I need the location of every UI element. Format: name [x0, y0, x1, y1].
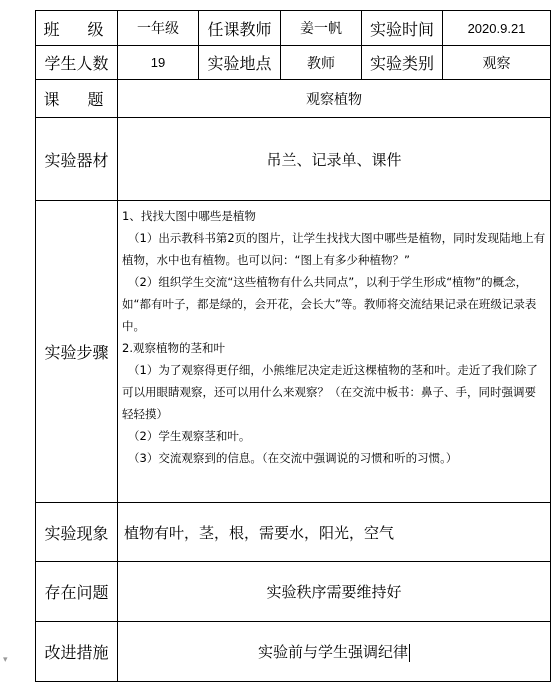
step-line: （3）交流观察到的信息。（在交流中强调说的习惯和听的习惯。） — [128, 451, 458, 465]
improvement-label: 改进措施 — [36, 622, 118, 682]
topic-label: 课 题 — [36, 80, 118, 118]
students-value: 19 — [118, 46, 199, 80]
phenomenon-value: 植物有叶，茎，根，需要水，阳光，空气 — [118, 503, 551, 562]
step-line: （1）为了观察得更仔细，小熊维尼决定走近这棵植物的茎和叶。走近了我们除了可以用眼睛观察，还可以用什么来观察？（在交流中板书：鼻子、手，同时强调要轻轻摸） — [122, 363, 538, 421]
experiment-record-table — [35, 10, 551, 682]
info-row-2 — [36, 46, 551, 80]
step-line: （1）出示教科书第2页的图片，让学生找找大图中哪些是植物，同时发现陆地上有植物，水中也有植物。也可以问：“图上有多少种植物？” — [122, 231, 546, 267]
equipment-row — [36, 118, 551, 201]
improvement-cell[interactable] — [118, 622, 551, 682]
phenomenon-label: 实验现象 — [36, 503, 118, 562]
problem-label: 存在问题 — [36, 562, 118, 622]
step-line: （2）学生观察茎和叶。 — [128, 429, 251, 443]
paragraph-marker-icon: ▾ — [3, 655, 8, 665]
type-label: 实验类别 — [362, 46, 443, 80]
topic-row — [36, 80, 551, 118]
problem-row — [36, 562, 551, 622]
steps-content — [118, 201, 551, 503]
class-label: 班 级 — [36, 11, 118, 46]
class-value: 一年级 — [118, 11, 199, 46]
equipment-value: 吊兰、记录单、课件 — [118, 118, 551, 201]
phenomenon-row — [36, 503, 551, 562]
time-label: 实验时间 — [362, 11, 443, 46]
place-value: 教师 — [281, 46, 362, 80]
time-value: 2020.9.21 — [443, 11, 551, 46]
step-line: 1、找找大图中哪些是植物 — [122, 209, 256, 223]
steps-row — [36, 201, 551, 503]
improvement-row — [36, 622, 551, 682]
steps-label: 实验步骤 — [36, 201, 118, 503]
teacher-label: 任课教师 — [199, 11, 281, 46]
topic-value: 观察植物 — [118, 80, 551, 118]
improvement-value: 实验前与学生强调纪律 — [257, 643, 408, 661]
step-line: 2.观察植物的茎和叶 — [122, 341, 225, 355]
equipment-label: 实验器材 — [36, 118, 118, 201]
place-label: 实验地点 — [199, 46, 281, 80]
teacher-value: 姜一帆 — [281, 11, 362, 46]
problem-value: 实验秩序需要维持好 — [118, 562, 551, 622]
step-line: （2）组织学生交流“这些植物有什么共同点”，以利于学生形成“植物”的概念，如“都有叶子，都是绿的，会开花，会长大”等。教师将交流结果记录在班级记录表中。 — [122, 275, 537, 333]
type-value: 观察 — [443, 46, 551, 80]
text-cursor — [409, 644, 410, 662]
students-label: 学生人数 — [36, 46, 118, 80]
info-row-1 — [36, 11, 551, 46]
